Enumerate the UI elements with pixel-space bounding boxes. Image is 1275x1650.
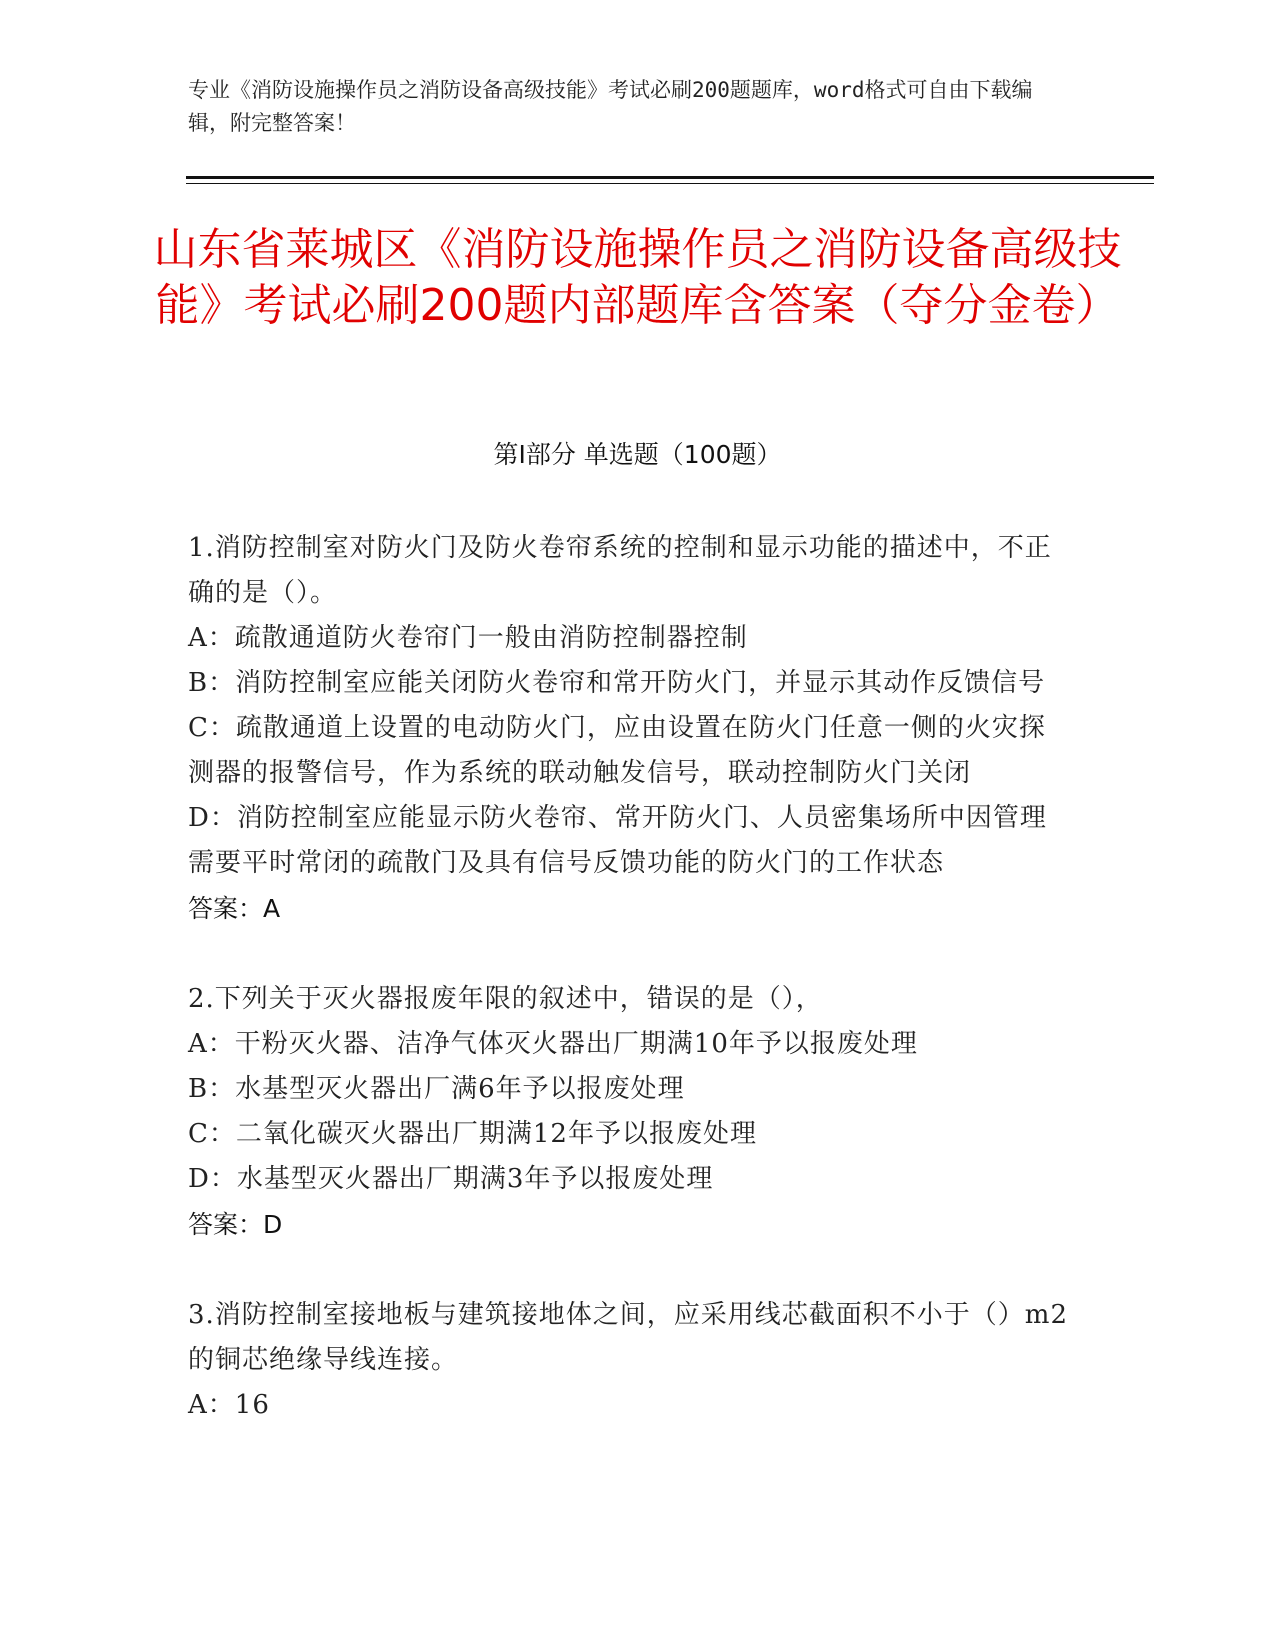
question-list — [188, 526, 1068, 1474]
answer: 答案：D — [188, 1210, 283, 1239]
option-c: C：疏散通道上设置的电动防火门，应由设置在防火门任意一侧的火灾探测器的报警信号，作为系统的联动触发信号，联动控制防火门关闭 — [188, 713, 1046, 788]
section-heading: 第Ⅰ部分 单选题（100题） — [493, 440, 782, 469]
option-b: B：水基型灭火器出厂满6年予以报废处理 — [188, 1074, 685, 1104]
option-d: D：水基型灭火器出厂期满3年予以报废处理 — [188, 1164, 714, 1194]
option-c: C：二氧化碳灭火器出厂期满12年予以报废处理 — [188, 1119, 757, 1149]
header-rule-thick — [186, 176, 1154, 179]
question-stem: 1.消防控制室对防火门及防火卷帘系统的控制和显示功能的描述中，不正确的是（）。 — [188, 533, 1052, 608]
question-stem: 2.下列关于灭火器报废年限的叙述中，错误的是（）， — [188, 984, 823, 1014]
header-rule-thin — [186, 183, 1154, 184]
header-note: 专业《消防设施操作员之消防设备高级技能》考试必刷200题题库，word格式可自由下载编辑，附完整答案！ — [188, 78, 1033, 135]
answer: 答案：A — [188, 894, 281, 923]
question-stem: 3.消防控制室接地板与建筑接地体之间，应采用线芯截面积不小于（）m2的铜芯绝缘导线连接。 — [188, 1300, 1069, 1375]
question-1 — [188, 526, 1068, 931]
option-a: A：干粉灭火器、洁净气体灭火器出厂期满10年予以报废处理 — [188, 1029, 918, 1059]
option-a: A：16 — [188, 1390, 270, 1420]
question-2 — [188, 977, 1068, 1247]
question-3 — [188, 1293, 1068, 1428]
document-title: 山东省莱城区《消防设施操作员之消防设备高级技能》考试必刷200题内部题库含答案（夺分金卷） — [153, 224, 1122, 331]
option-b: B：消防控制室应能关闭防火卷帘和常开防火门，并显示其动作反馈信号 — [188, 668, 1046, 698]
option-a: A：疏散通道防火卷帘门一般由消防控制器控制 — [188, 623, 748, 653]
option-d: D：消防控制室应能显示防火卷帘、常开防火门、人员密集场所中因管理需要平时常闭的疏散门及具有信号反馈功能的防火门的工作状态 — [188, 803, 1047, 878]
